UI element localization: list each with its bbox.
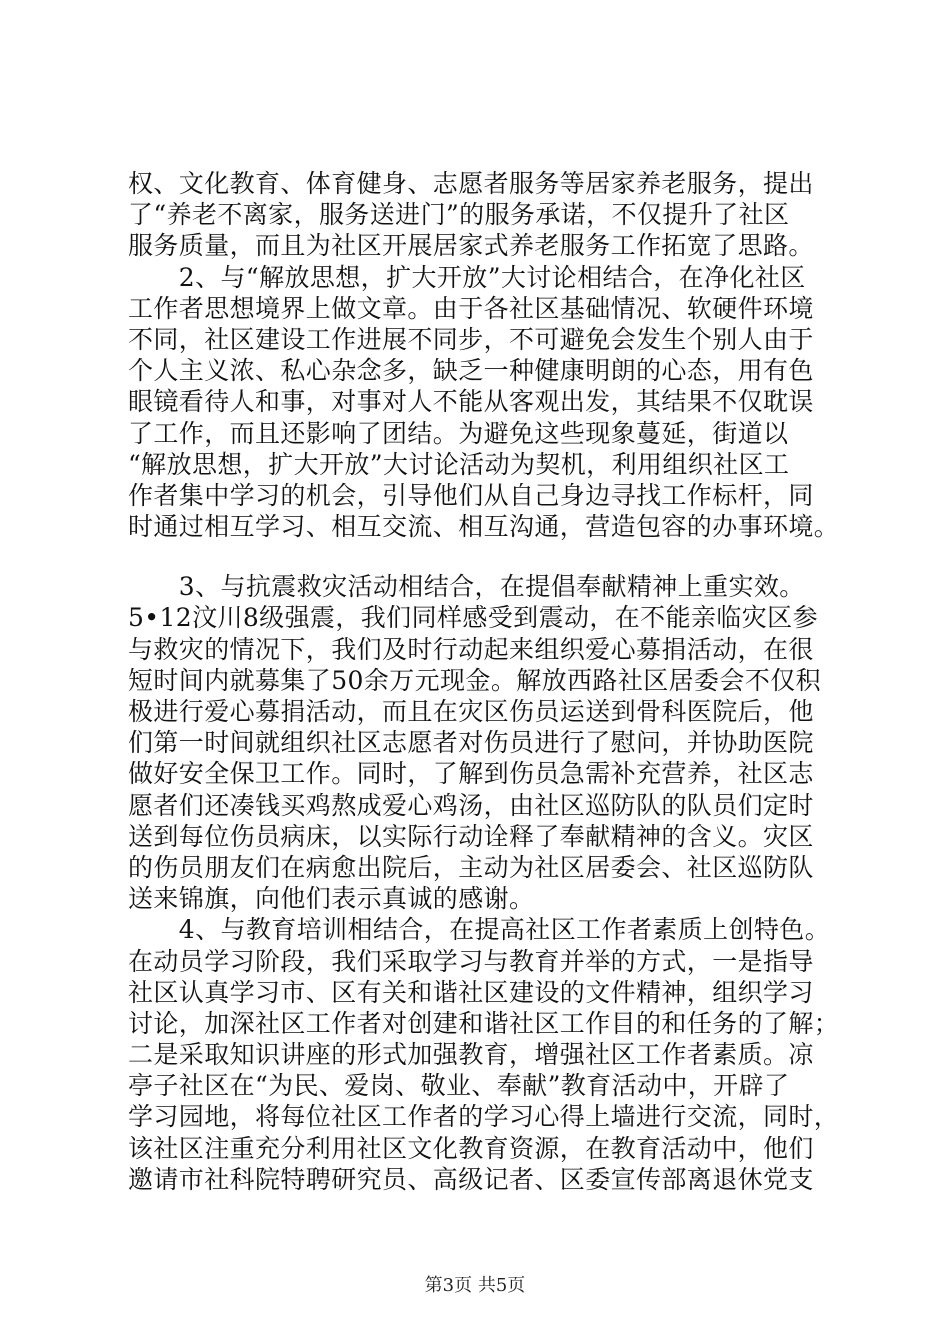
text-line: 极进行爱心募捐活动，而且在灾区伤员运送到骨科医院后，他	[128, 697, 814, 726]
text-line: 学习园地，将每位社区工作者的学习心得上墙进行交流，同时，	[128, 1102, 840, 1132]
text-line: 不同，社区建设工作进展不同步，不可避免会发生个别人由于	[128, 324, 814, 354]
paragraph-gap	[128, 542, 848, 571]
text-line: 5•12汶川8级强震，我们同样感受到震动，在不能亲临灾区参	[128, 603, 818, 633]
text-line: 亭子社区在“为民、爱岗、敬业、奉献”教育活动中，开辟了	[128, 1071, 790, 1101]
document-body	[128, 168, 848, 1195]
text-line: 4、与教育培训相结合，在提高社区工作者素质上创特色。	[128, 915, 831, 945]
text-line: 服务质量，而且为社区开展居家式养老服务工作拓宽了思路。	[128, 231, 814, 261]
text-line: 做好安全保卫工作。同时，了解到伤员急需补充营养，社区志	[128, 759, 814, 789]
text-line: 愿者们还凑钱买鸡熬成爱心鸡汤，由社区巡防队的队员们定时	[128, 790, 814, 820]
text-line: 权、文化教育、体育健身、志愿者服务等居家养老服务，提出	[128, 169, 814, 198]
text-line: 时通过相互学习、相互交流、相互沟通，营造包容的办事环境。	[128, 512, 840, 542]
text-line: 3、与抗震救灾活动相结合，在提倡奉献精神上重实效。	[128, 572, 805, 602]
text-line: 与救灾的情况下，我们及时行动起来组织爱心募捐活动，在很	[128, 634, 814, 664]
text-line: 作者集中学习的机会，引导他们从自己身边寻找工作标杆，同	[128, 480, 814, 510]
text-line: 2、与“解放思想，扩大开放”大讨论相结合，在净化社区	[128, 262, 806, 292]
text-line: 该社区注重充分利用社区文化教育资源，在教育活动中，他们	[128, 1133, 814, 1163]
text-line: 讨论，加深社区工作者对创建和谐社区工作目的和任务的了解；	[128, 1008, 840, 1038]
text-line: 送来锦旗，向他们表示真诚的感谢。	[128, 884, 535, 914]
text-line: 个人主义浓、私心杂念多，缺乏一种健康明朗的心态，用有色	[128, 356, 814, 386]
text-line: 短时间内就募集了50余万元现金。解放西路社区居委会不仅积	[128, 665, 822, 695]
text-line: 了工作，而且还影响了团结。为避免这些现象蔓延，街道以	[128, 418, 789, 448]
text-line: 社区认真学习市、区有关和谐社区建设的文件精神，组织学习	[128, 977, 814, 1007]
text-line: 在动员学习阶段，我们采取学习与教育并举的方式，一是指导	[128, 946, 814, 976]
text-line: “解放思想，扩大开放”大讨论活动为契机，利用组织社区工	[128, 449, 790, 479]
text-line: 送到每位伤员病床，以实际行动诠释了奉献精神的含义。灾区	[128, 821, 814, 851]
text-line: 的伤员朋友们在病愈出院后，主动为社区居委会、社区巡防队	[128, 852, 814, 882]
text-line: 邀请市社科院特聘研究员、高级记者、区委宣传部离退休党支	[128, 1164, 814, 1194]
text-line: 工作者思想境界上做文章。由于各社区基础情况、软硬件环境	[128, 293, 814, 323]
page-number-footer: 第3页 共5页	[424, 1275, 526, 1296]
text-line: 眼镜看待人和事，对事对人不能从客观出发，其结果不仅耽误	[128, 387, 814, 417]
text-line: 二是采取知识讲座的形式加强教育，增强社区工作者素质。凉	[128, 1040, 814, 1070]
text-line: 们第一时间就组织社区志愿者对伤员进行了慰问，并协助医院	[128, 728, 814, 758]
text-line: 了“养老不离家，服务送进门”的服务承诺，不仅提升了社区	[128, 200, 790, 230]
